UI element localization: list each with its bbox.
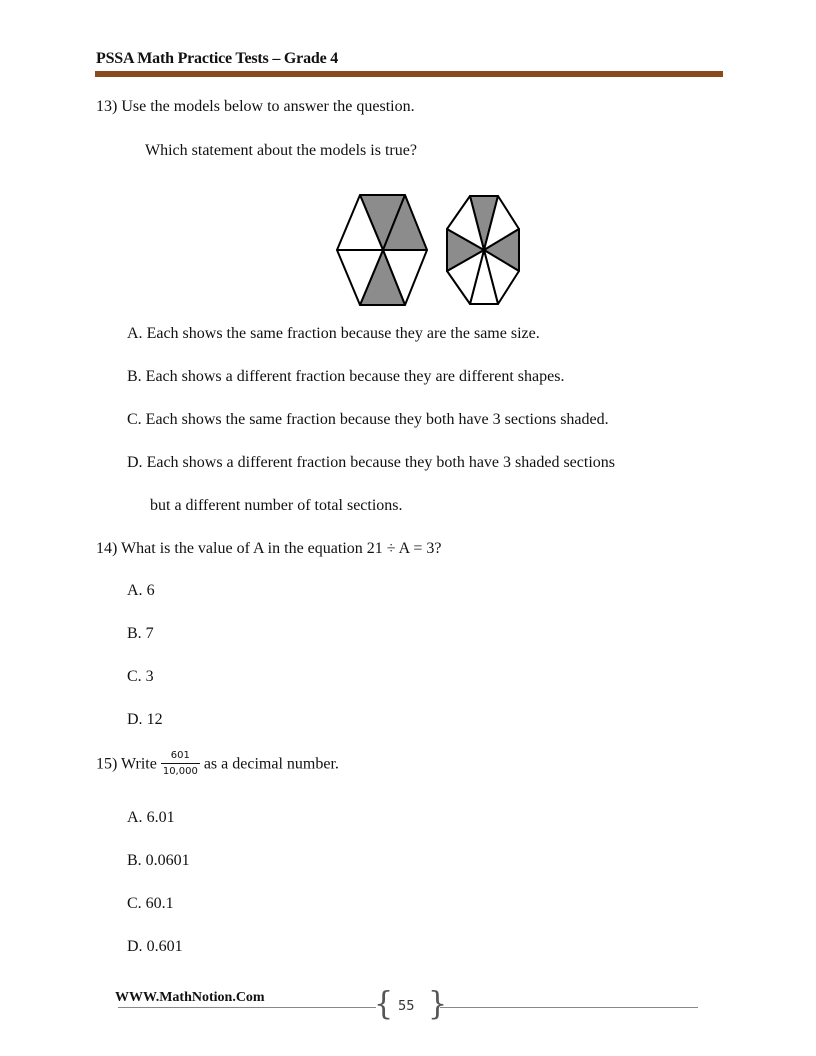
page-number: 55 bbox=[398, 999, 415, 1014]
choice-15-c[interactable] bbox=[127, 895, 174, 913]
left-bracket-icon: { bbox=[374, 986, 394, 1023]
choice-13-d-continued: but a different number of total sections. bbox=[150, 497, 403, 514]
choice-15-a[interactable] bbox=[127, 809, 175, 827]
footer-website: WWW.MathNotion.Com bbox=[115, 990, 265, 1005]
question-prompt: Use the models below to answer the question. bbox=[121, 98, 415, 115]
fraction-denominator: 10,000 bbox=[162, 766, 198, 777]
question-13 bbox=[96, 98, 415, 116]
choice-letter: A. bbox=[127, 325, 143, 342]
right-bracket-icon: } bbox=[428, 986, 448, 1023]
choice-letter: D. bbox=[127, 711, 143, 728]
choice-text: 7 bbox=[145, 625, 154, 642]
choice-letter: C. bbox=[127, 668, 142, 685]
choice-letter: B. bbox=[127, 625, 142, 642]
choice-letter: C. bbox=[127, 411, 142, 428]
fraction bbox=[161, 751, 200, 777]
choice-letter: B. bbox=[127, 368, 142, 385]
choice-15-b[interactable] bbox=[127, 852, 190, 870]
hexagon-model bbox=[337, 195, 427, 305]
question-prompt-before: Write bbox=[121, 755, 157, 773]
choice-14-b[interactable] bbox=[127, 625, 154, 643]
question-prompt-after: as a decimal number. bbox=[203, 755, 339, 773]
choice-text: 0.0601 bbox=[145, 852, 190, 869]
question-15 bbox=[96, 752, 339, 778]
page-header-title: PSSA Math Practice Tests – Grade 4 bbox=[96, 50, 339, 67]
choice-13-d[interactable] bbox=[127, 454, 615, 472]
choice-letter: D. bbox=[127, 454, 143, 471]
choice-14-c[interactable] bbox=[127, 668, 154, 686]
choice-text: Each shows the same fraction because they both have 3 sections shaded. bbox=[145, 411, 609, 428]
choice-text: 12 bbox=[146, 711, 163, 728]
choice-text: 3 bbox=[145, 668, 154, 685]
footer-rule-left bbox=[118, 1007, 376, 1008]
choice-text: 60.1 bbox=[145, 895, 174, 912]
choice-14-a[interactable] bbox=[127, 582, 155, 600]
octagon-model bbox=[447, 196, 519, 304]
choice-13-a[interactable] bbox=[127, 325, 540, 343]
question-number: 15) bbox=[96, 755, 118, 773]
question-14 bbox=[96, 540, 441, 558]
choice-letter: C. bbox=[127, 895, 142, 912]
choice-text: 0.601 bbox=[146, 938, 183, 955]
choice-14-d[interactable] bbox=[127, 711, 163, 729]
question-number: 14) bbox=[96, 540, 118, 557]
fraction-models bbox=[334, 191, 526, 314]
choice-13-c[interactable] bbox=[127, 411, 609, 429]
question-prompt: What is the value of A in the equation 21 ÷ A = 3? bbox=[121, 540, 442, 557]
choice-text: Each shows the same fraction because they are the same size. bbox=[146, 325, 540, 342]
choice-letter: A. bbox=[127, 582, 143, 599]
choice-text: 6 bbox=[146, 582, 155, 599]
choice-letter: D. bbox=[127, 938, 143, 955]
question-number: 13) bbox=[96, 98, 118, 115]
fraction-numerator: 601 bbox=[161, 751, 200, 764]
choice-letter: B. bbox=[127, 852, 142, 869]
choice-letter: A. bbox=[127, 809, 143, 826]
footer-rule-right bbox=[440, 1007, 698, 1008]
choice-13-b[interactable] bbox=[127, 368, 564, 386]
choice-text: Each shows a different fraction because they both have 3 shaded sections bbox=[146, 454, 615, 471]
choice-15-d[interactable] bbox=[127, 938, 183, 956]
question-13-subprompt: Which statement about the models is true? bbox=[145, 142, 417, 159]
choice-text: Each shows a different fraction because they are different shapes. bbox=[145, 368, 565, 385]
choice-text: 6.01 bbox=[146, 809, 175, 826]
header-divider bbox=[95, 71, 723, 77]
